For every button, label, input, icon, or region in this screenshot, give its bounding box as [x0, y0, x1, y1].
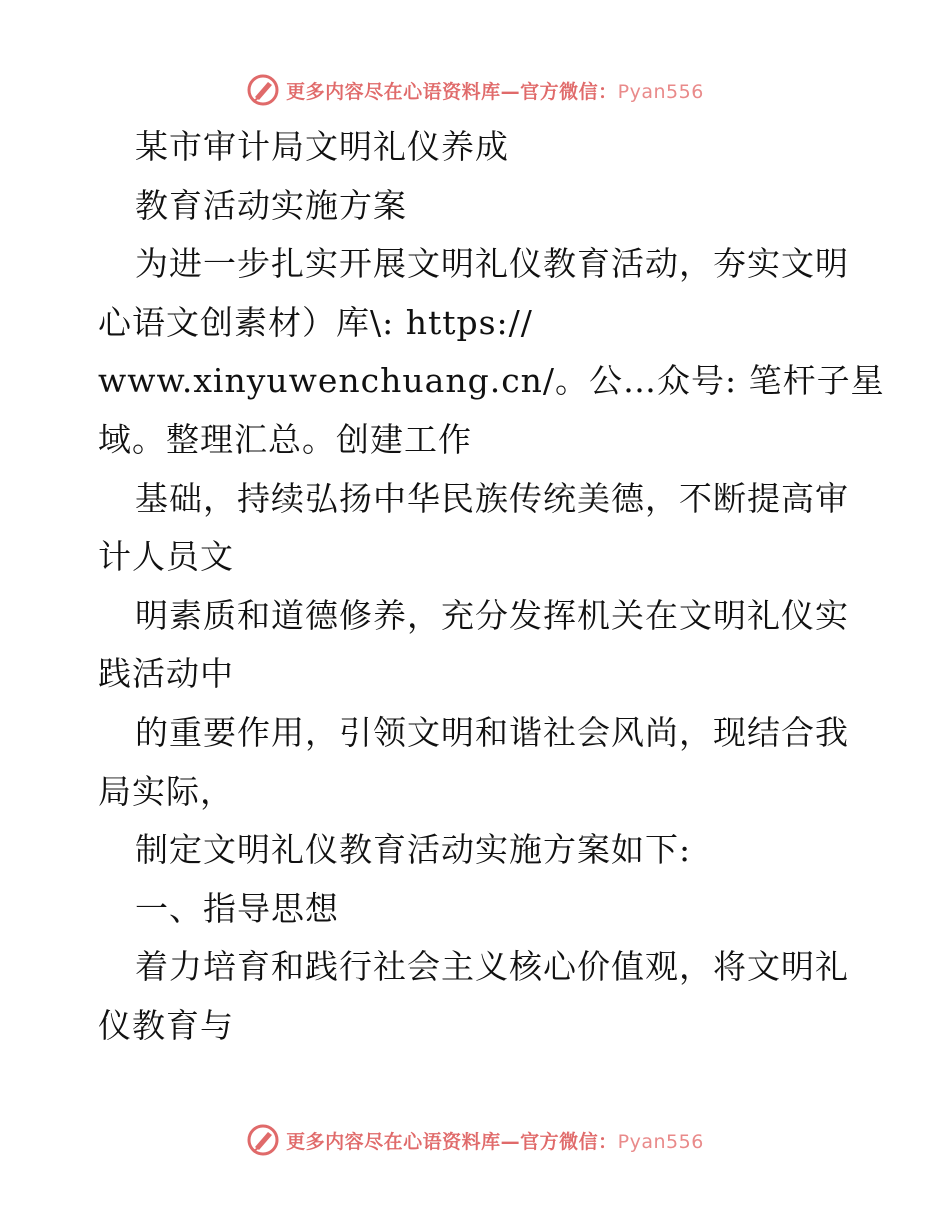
- text-line: 明素质和道德修养，充分发挥机关在文明礼仪实: [135, 595, 849, 635]
- text-line: 仪教育与: [98, 1005, 234, 1045]
- text-line: 为进一步扎实开展文明礼仪教育活动，夯实文明: [135, 244, 849, 284]
- text-line: 一、指导思想: [135, 888, 339, 928]
- text-line: 基础，持续弘扬中华民族传统美德，不断提高审: [135, 478, 849, 518]
- watermark-text: 更多内容尽在心语资料库—官方微信：Pyan556: [286, 1130, 704, 1153]
- watermark-account: Pyan556: [617, 80, 704, 103]
- document-body: [98, 118, 885, 1056]
- text-line: 的重要作用，引领文明和谐社会风尚，现结合我: [135, 712, 849, 752]
- text-line: 着力培育和践行社会主义核心价值观，将文明礼: [135, 947, 849, 987]
- watermark-header: [0, 70, 950, 110]
- text-line: 制定文明礼仪教育活动实施方案如下:: [135, 830, 692, 870]
- text-line: 局实际，: [98, 771, 234, 811]
- text-line: 践活动中: [98, 654, 234, 694]
- text-line: www.xinyuwenchuang.cn/。公…众号: 笔杆子星: [98, 361, 885, 401]
- text-line: 计人员文: [98, 537, 234, 577]
- text-line: 域。整理汇总。创建工作: [98, 419, 472, 459]
- text-line: 教育活动实施方案: [135, 185, 407, 225]
- watermark-account: Pyan556: [617, 1130, 704, 1153]
- brush-logo-icon: [246, 1123, 280, 1157]
- watermark-footer: [0, 1120, 950, 1160]
- brush-logo-icon: [246, 73, 280, 107]
- watermark-text: 更多内容尽在心语资料库—官方微信：Pyan556: [286, 80, 704, 103]
- text-line: 某市审计局文明礼仪养成: [135, 127, 509, 166]
- text-line: 心语文创素材）库\: https://: [98, 302, 533, 342]
